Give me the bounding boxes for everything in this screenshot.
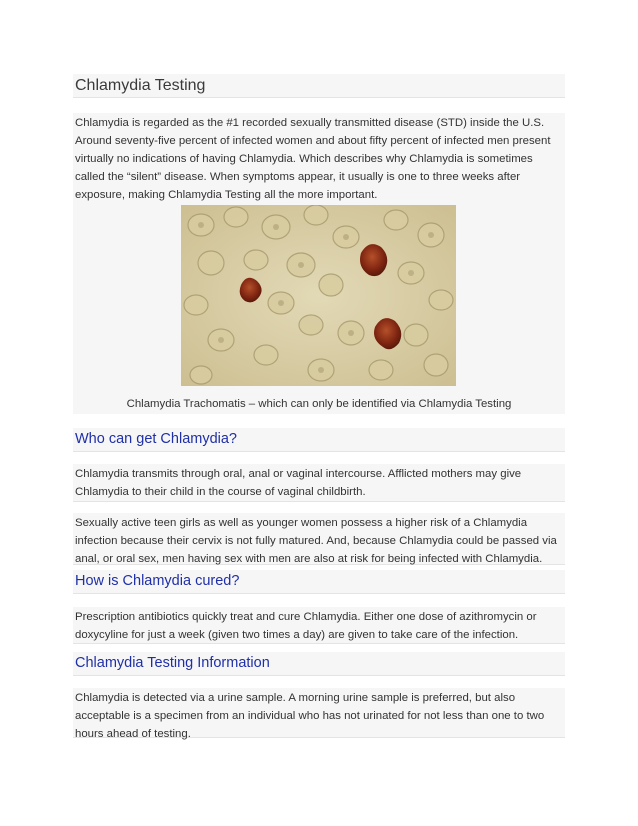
- section-paragraph: [73, 688, 565, 738]
- section-paragraph: [73, 464, 565, 502]
- intro-text: Chlamydia is regarded as the #1 recorded sexually transmitted disease (STD) inside the U.S. Around seventy-five percent of infected women and about fifty percent of infected men present virtually no indications of having Chlamydia. Which describes why Chlamydia is sometimes called the “silent” disease. When symptoms appear, it usually is one to three weeks after exposure, making Chlamydia Testing all the more important.: [75, 117, 551, 201]
- figure-caption: Chlamydia Trachomatis – which can only be identified via Chlamydia Testing: [126, 398, 512, 410]
- microscope-image: [181, 205, 456, 386]
- paragraph-text: Prescription antibiotics quickly treat and cure Chlamydia. Either one dose of azithromycin or doxycyline for just a week (given two times a day) are given to take care of the infection.: [75, 611, 537, 641]
- intro-paragraph: [73, 113, 565, 203]
- section-paragraph: [73, 513, 565, 565]
- section-heading: Chlamydia Testing Information: [73, 652, 565, 676]
- section-heading: Who can get Chlamydia?: [73, 428, 565, 452]
- figure: [73, 202, 565, 414]
- paragraph-text: Chlamydia transmits through oral, anal or vaginal intercourse. Afflicted mothers may give Chlamydia to their child in the course of vaginal childbirth.: [75, 468, 522, 498]
- paragraph-text: Chlamydia is detected via a urine sample. A morning urine sample is preferred, but also acceptable is a specimen from an individual who has not urinated for not less than one to two hours ahead of testing.: [75, 692, 545, 740]
- page-title: Chlamydia Testing: [73, 74, 565, 98]
- section-paragraph: [73, 607, 565, 644]
- section-heading: How is Chlamydia cured?: [73, 570, 565, 594]
- paragraph-text: Sexually active teen girls as well as younger women possess a higher risk of a Chlamydia infection because their cervix is not fully matured. And, because Chlamydia could be passed via anal, or oral sex, men having sex with men are also at risk for being infected with Chlamydia.: [75, 517, 557, 565]
